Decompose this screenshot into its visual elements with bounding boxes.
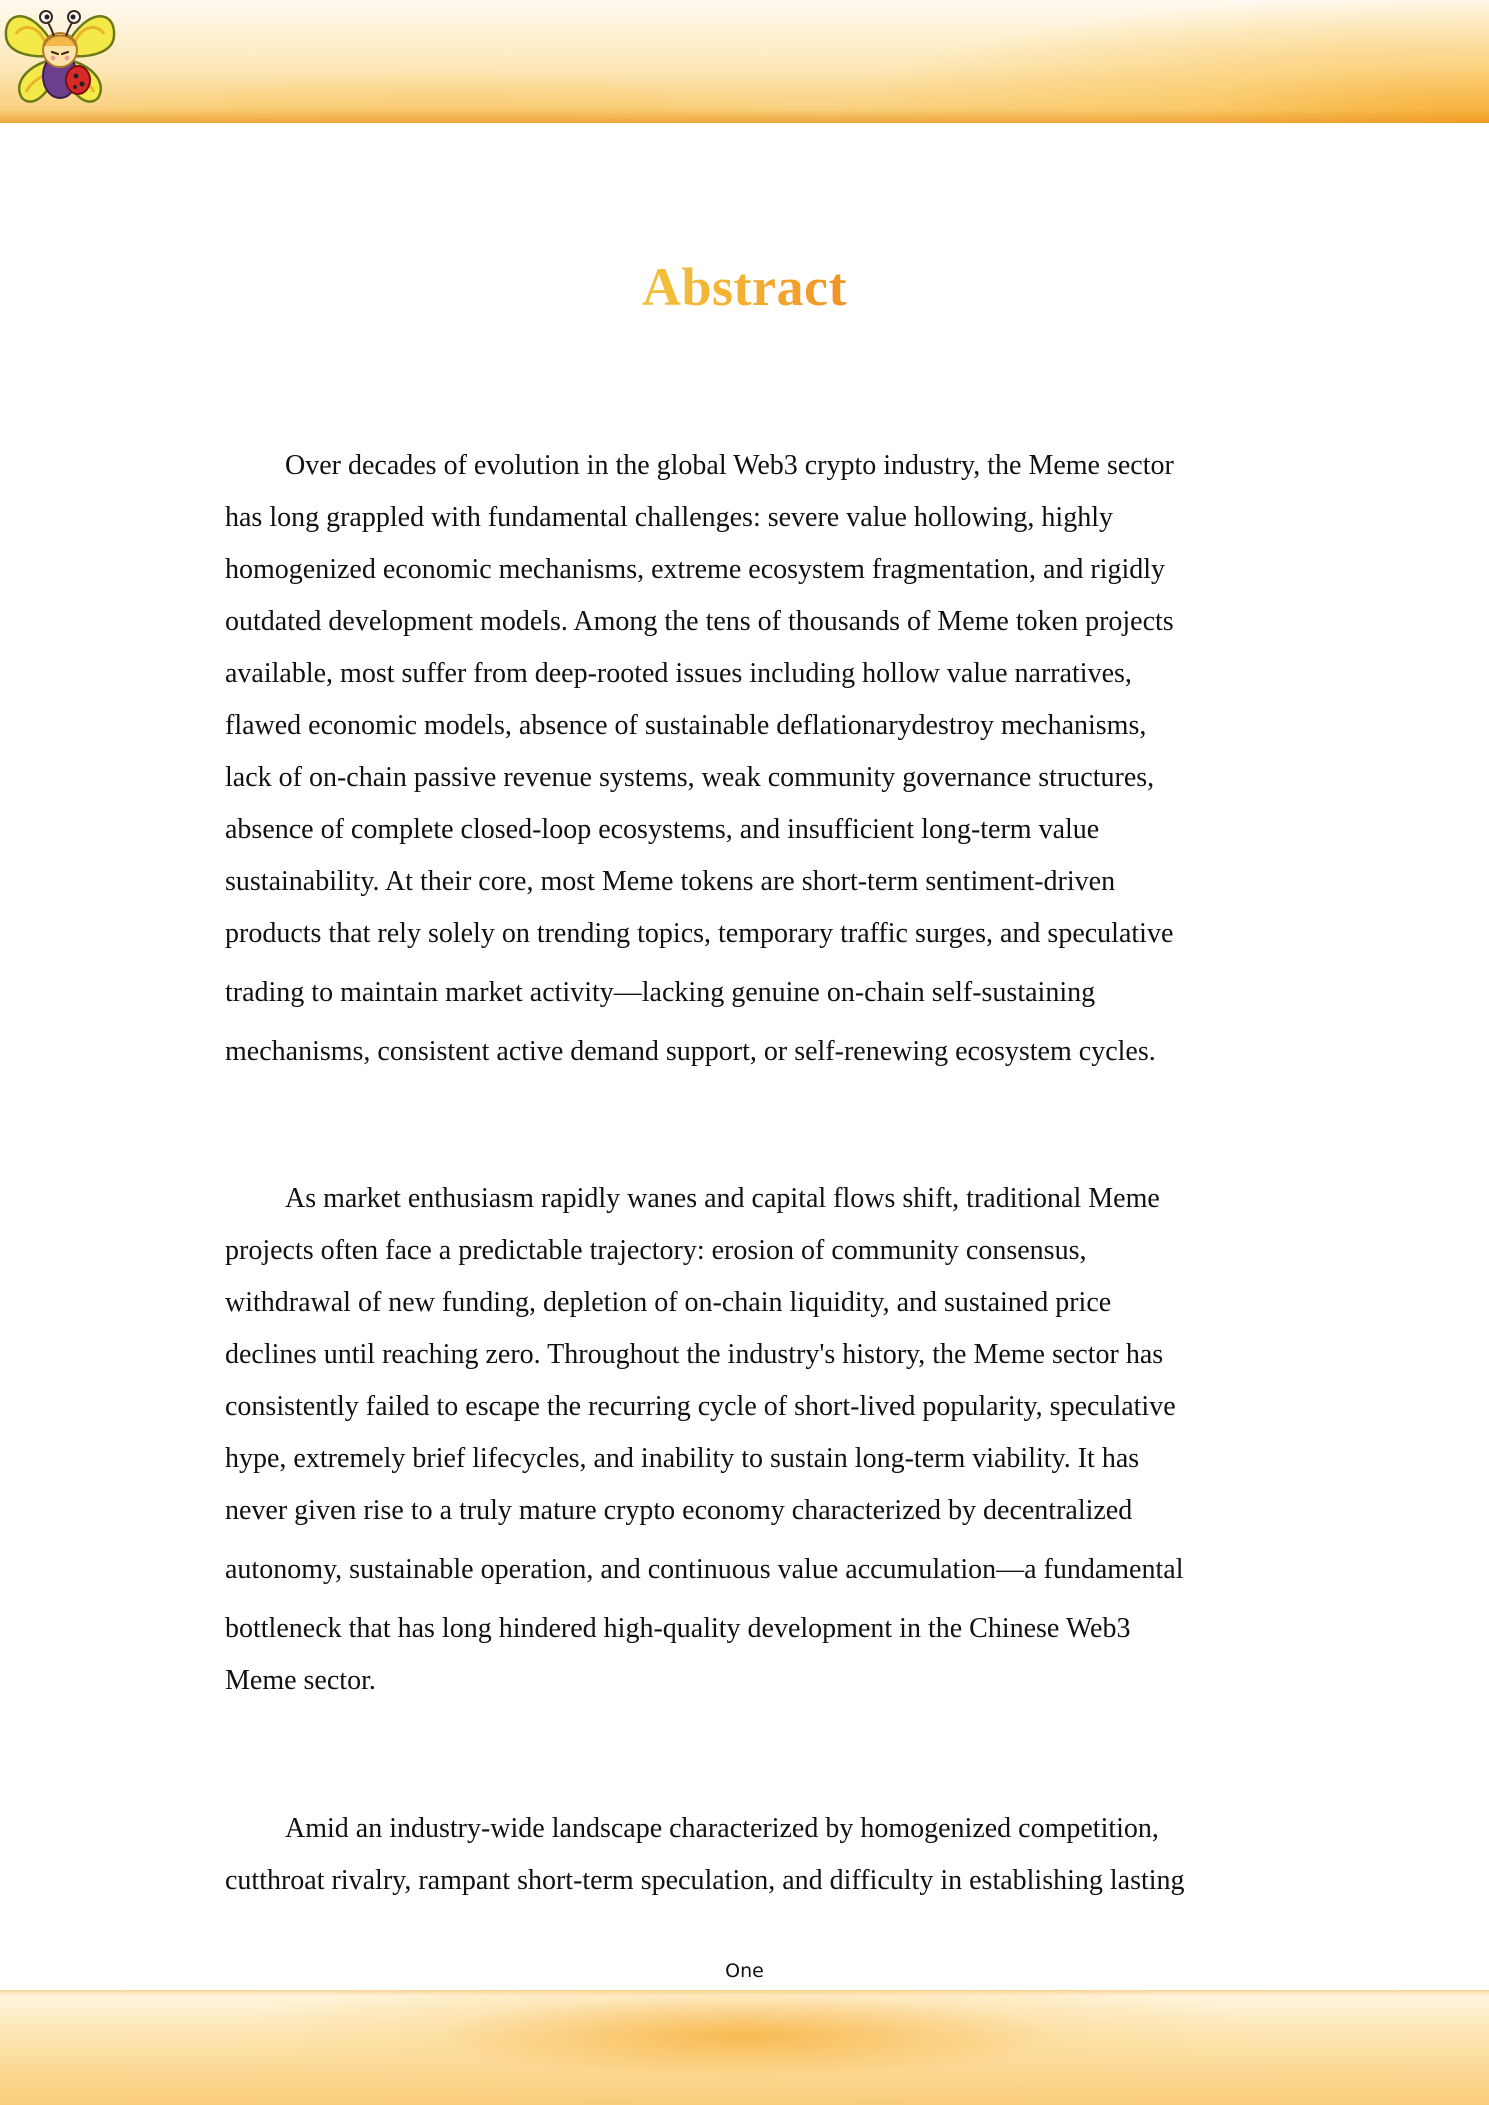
text-line: withdrawal of new funding, depletion of on-chain liquidity, and sustained price — [225, 1287, 1112, 1318]
abstract-paragraph-3 — [225, 1803, 1260, 1907]
text-line: Meme sector. — [225, 1665, 376, 1696]
text-line: hype, extremely brief lifecycles, and inability to sustain long-term viability. It has — [225, 1443, 1140, 1474]
text-line: autonomy, sustainable operation, and continuous value accumulation—a fundamental — [225, 1554, 1184, 1585]
text-line: has long grappled with fundamental challenges: severe value hollowing, highly — [225, 502, 1113, 533]
text-line: bottleneck that has long hindered high-quality development in the Chinese Web3 — [225, 1613, 1131, 1644]
text-line: cutthroat rivalry, rampant short-term speculation, and difficulty in establishing lasting — [225, 1865, 1185, 1896]
text-line: projects often face a predictable trajectory: erosion of community consensus, — [225, 1235, 1087, 1266]
text-line: absence of complete closed-loop ecosystems, and insufficient long-term value — [225, 814, 1100, 845]
header-banner — [0, 0, 1489, 123]
text-line: mechanisms, consistent active demand support, or self-renewing ecosystem cycles. — [225, 1036, 1156, 1067]
text-line: never given rise to a truly mature crypto economy characterized by decentralized — [225, 1495, 1133, 1526]
text-line: homogenized economic mechanisms, extreme ecosystem fragmentation, and rigidly — [225, 554, 1166, 585]
abstract-paragraph-1 — [225, 440, 1260, 1078]
page-number: One — [725, 1960, 764, 1982]
text-line: As market enthusiasm rapidly wanes and capital flows shift, traditional Meme — [285, 1183, 1160, 1214]
text-line: declines until reaching zero. Throughout the industry's history, the Meme sector has — [225, 1339, 1164, 1370]
abstract-paragraph-2 — [225, 1173, 1260, 1707]
text-line: products that rely solely on trending topics, temporary traffic surges, and speculative — [225, 918, 1174, 949]
text-line: Amid an industry-wide landscape characterized by homogenized competition, — [285, 1813, 1159, 1844]
text-line: flawed economic models, absence of sustainable deflationarydestroy mechanisms, — [225, 710, 1147, 741]
text-line: outdated development models. Among the tens of thousands of Meme token projects — [225, 606, 1174, 637]
abstract-title: Abstract — [642, 257, 847, 317]
text-line: trading to maintain market activity—lacking genuine on-chain self-sustaining — [225, 977, 1096, 1008]
text-line: lack of on-chain passive revenue systems, weak community governance structures, — [225, 762, 1155, 793]
footer-banner — [0, 1990, 1489, 2105]
text-line: sustainability. At their core, most Meme tokens are short-term sentiment-driven — [225, 866, 1116, 897]
text-line: available, most suffer from deep-rooted issues including hollow value narratives, — [225, 658, 1132, 689]
text-line: Over decades of evolution in the global Web3 crypto industry, the Meme sector — [285, 450, 1174, 481]
text-line: consistently failed to escape the recurring cycle of short-lived popularity, speculative — [225, 1391, 1176, 1422]
butterfly-mascot-logo — [2, 6, 118, 106]
